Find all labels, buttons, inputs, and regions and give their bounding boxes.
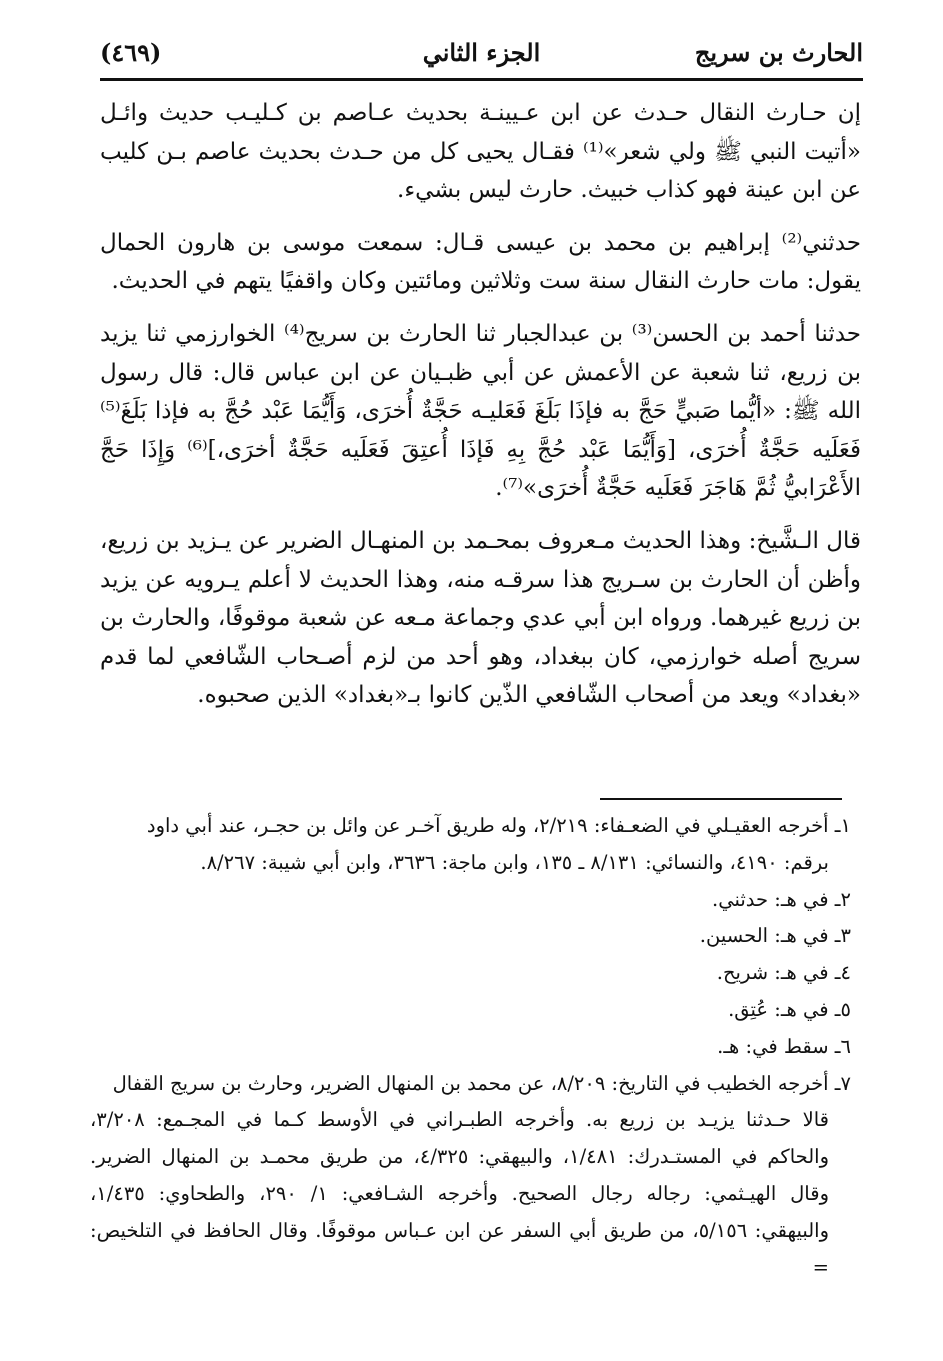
volume-label: الجزء الثاني (422, 38, 541, 67)
footnote-divider (600, 798, 842, 800)
footnote-1-text: ١ـ أخرجه العقيـلي في الضعـفاء: ٢/٢١٩، وله طريق آخـر عن وائل بن حجـر، عند أبي داود (146, 814, 851, 837)
main-text (100, 94, 861, 729)
footnote-1 (90, 808, 851, 882)
paragraph-1: إن حـارث النقال حـدث عن ابن عـيينـة بحديث عـاصم بن كـليـب حديث وائـل «أتيت النبي ﷺ ولي شعر»⁽¹⁾ فقـال يحيى كل من حـدث بحديث عاصم بـن كليب عن ابن عينة فهو كذاب خبيث. حارث ليس بشيء. (100, 100, 861, 204)
page-number: (٤٦٩) (100, 38, 162, 67)
footnote-7 (90, 1066, 851, 1287)
footnote-7-text: ٧ـ أخرجه الخطيب في التاريخ: ٨/٢٠٩، عن محمد بن المنهال الضرير، وحارث بن سريج القفال (112, 1071, 851, 1095)
paragraph-3: حدثنا أحمد بن الحسن⁽³⁾ بن عبدالجبار ثنا الحارث بن سريج⁽⁴⁾ الخوارزمي ثنا يزيد بن زريع، ثنا شعبة عن الأعمش عن أبي ظبـيان عن ابن عباس قال: قال رسول الله ﷺ: «أيُّما صَبيٍّ حَجَّ به فإذَا بَلَغَ فَعَليـه حَجَّةٌ أُخرَى، وَأَيُّمَا عَبْد حُجَّ به فإذا بَلَغَ⁽⁵⁾ فَعَلَيه حَجَّةٌ أُخرَى، [وَأَيُّمَا عَبْد حُجَّ بِهِ فَإذَا أُعتِقَ فَعَلَيه حَجَّةٌ أخرَى،]⁽⁶⁾ وَإِذَا حَجَّ الأَعْرَابيُّ ثُمَّ هَاجَرَ فَعَلَيه حَجَّةٌ أُخرَى»⁽⁷⁾. (100, 320, 862, 502)
footnote-1-cont: برقم: ٤١٩٠، والنسائي: ٨/١٣١ ـ ١٣٥، وابن ماجة: ٣٦٣٦، وابن أبي شيبة: ٨/٢٦٧. (200, 850, 829, 874)
footnote-7-cont: قالا حـدثنا يزيـد بن زريع به. وأخرجه الطبـراني في الأوسط كـما في المجـمع: ٣/٢٠٨، والحاكم في المستـدرك: ١/٤٨١، والبيهقي: ٤/٣٢٥، من طريق محمـد بن المنهال الضرير. وقال الهيـثمي: رجاله رجال الصحيح. وأخرجه الشـافعي: ١/ ٢٩٠، والطحاوي: ١/٤٣٥، والبيهقي: ٥/١٥٦، من طريق أبي السفر عن ابن عـباس موقوفًا. وقال الحافظ في التلخيص: = (90, 1108, 830, 1279)
footnote-5: ٥ـ في هـ: عُتِق. (728, 997, 851, 1021)
running-header (100, 32, 863, 76)
footnote-3: ٣ـ في هـ: الحسين. (699, 924, 851, 948)
paragraph-4: قال الـشَّيخ: وهذا الحديث مـعروف بمحـمد بن المنهـال الضرير عن يـزيد بن زريع، وأظن أن الحارث بن سـريج هذا سرقـه منه، وهذا الحديث لا أعلم يـرويه عن يزيد بن زريع غيرهما. ورواه ابن أبي عدي وجماعة مـعه عن شعبة موقوفًا، والحارث بن سريج أصله خوارزمي، كان ببغداد، وهو أحد من لزم أصـحاب الشّافعي لما قدم «بغداد» ويعد من أصحاب الشّافعي الذّين كانوا بـ«بغداد» الذين صحبوه. (100, 527, 861, 709)
paragraph-2: حدثني⁽²⁾ إبراهيم بن محمد بن عيسى قـال: سمعت موسى بن هارون الحمال يقول: مات حارث النقال سنة ست وثلاثين ومائتين وكان واقفيًا يتهم في الحديث. (100, 229, 861, 295)
running-title: الحارث بن سريج (694, 38, 863, 67)
footnote-6: ٦ـ سقط في: هـ. (717, 1034, 851, 1058)
footnote-2: ٢ـ في هـ: حدثني. (712, 887, 851, 911)
footnote-4: ٤ـ في هـ: شريح. (716, 961, 851, 985)
header-divider (100, 78, 863, 81)
footnotes (90, 808, 851, 1286)
